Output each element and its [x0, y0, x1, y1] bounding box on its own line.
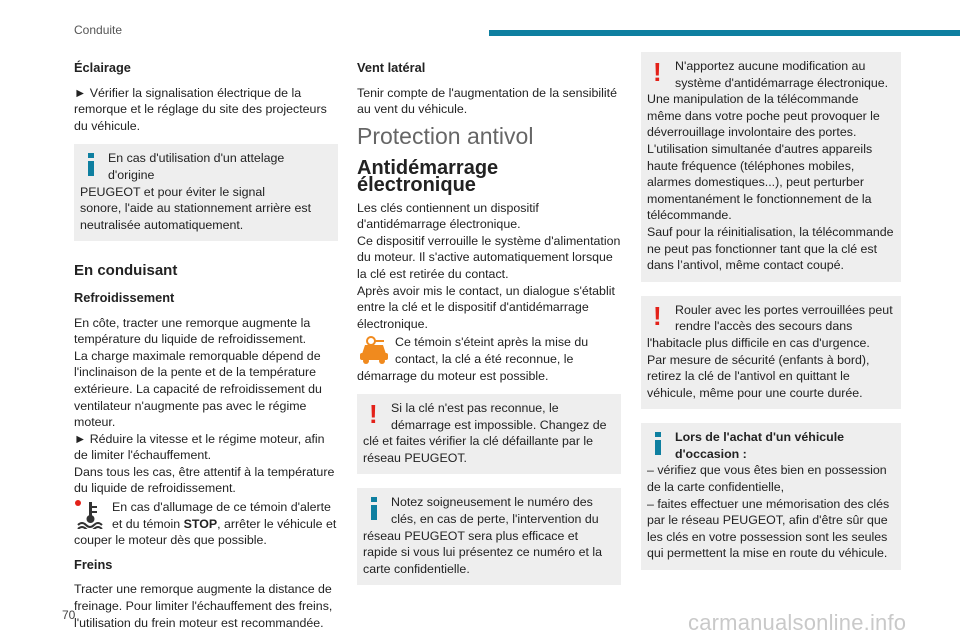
heading-antidemarrage: Antidémarrage électronique — [357, 157, 499, 196]
note-text: L'utilisation simultanée d'autres appareils haute fréquence (téléphones mobiles, alarmes domestiques...), peut perturber momentanément le fonctionnement de la télécommande. — [647, 141, 873, 223]
heading-eclairage: Éclairage — [74, 60, 131, 75]
text-antidemarrage: Ce dispositif verrouille le système d'alimentation du moteur. Il s'active automatiquement lorsque la clé est retirée du contact. — [357, 233, 621, 281]
note-text: N'apportez aucune modification au — [675, 59, 866, 73]
note-text: rendre l'accès des secours dans — [675, 319, 853, 334]
note-text: réseau PEUGEOT sera plus efficace et rapide si vous lui présentez ce numéro et la carte confidentielle. — [363, 528, 602, 576]
text-refroidissement: En côte, tracter une remorque augmente la température du liquide de refroidissement. — [74, 315, 311, 347]
heading-freins: Freins — [74, 556, 113, 572]
note-text: Rouler avec les portes verrouillées peut — [675, 302, 893, 317]
temoin-text: contact, la clé a été reconnue, le — [395, 351, 574, 366]
warning-icon: ! — [653, 300, 662, 331]
info-icon — [80, 150, 108, 180]
note-text: sonore, l'aide au stationnement arrière est neutralisée automatiquement. — [80, 201, 312, 232]
alert-text: , arrêter le véhicule et — [217, 516, 337, 531]
warning-icon: ! — [653, 57, 662, 87]
note-text: l'habitacle plus difficile en cas d'urgence. — [647, 335, 870, 350]
note-text: système d'antidémarrage électronique. — [675, 75, 889, 90]
note-text: clés, en cas de perte, l'intervention du — [391, 512, 599, 527]
immobiliser-key-icon — [357, 334, 391, 364]
heading-vent-lateral: Vent latéral — [357, 60, 426, 75]
text-vent-lateral: Tenir compte de l'augmentation de la sensibilité au vent du véhicule. — [357, 85, 617, 117]
section-title: Conduite — [74, 23, 123, 37]
warning-note-modification — [641, 52, 901, 282]
note-text: Une manipulation de la télécommande même dans votre poche peut provoquer le déverrouillage involontaire des portes. — [647, 92, 880, 140]
text-antidemarrage: Après avoir mis le contact, un dialogue s'établit entre la clé et le dispositif d'antidémarrage électronique. — [357, 283, 615, 331]
header-accent-bar — [489, 30, 960, 36]
alert-text: et du témoin — [112, 516, 184, 531]
heading-en-conduisant: En conduisant — [74, 262, 178, 280]
note-heading: d'occasion : — [675, 446, 747, 461]
note-text: PEUGEOT et pour éviter le signal — [80, 184, 266, 199]
coolant-temperature-warning-icon — [74, 499, 108, 529]
info-note-numero-cles — [357, 488, 621, 585]
text-alert-temperature — [74, 499, 338, 549]
temoin-text: Ce témoin s'éteint après la mise du — [395, 335, 589, 350]
note-text: Par mesure de sécurité (enfants à bord), retirez la clé de l'antivol en quittant le véhicule, même pour une courte durée. — [647, 352, 870, 400]
info-note-occasion — [641, 423, 901, 570]
note-text: Notez soigneusement le numéro des — [391, 495, 593, 510]
temoin-text: démarrage du moteur est possible. — [357, 368, 549, 383]
column-middle — [357, 56, 621, 599]
warning-icon: ! — [369, 399, 378, 430]
text-freins: Tracter une remorque augmente la distance de freinage. Pour limiter l'échauffement des freins, l'utilisation du frein moteur est recommandée. — [74, 582, 333, 630]
info-note-attelage — [74, 144, 338, 241]
note-heading: Lors de l'achat d'un véhicule — [675, 430, 845, 445]
text-refroidissement: Dans tous les cas, être attentif à la température du liquide de refroidissement. — [74, 464, 335, 496]
note-text: Si la clé n'est pas reconnue, le — [391, 401, 559, 416]
note-list-item: – vérifiez que vous êtes bien en possession de la carte confidentielle, — [647, 463, 887, 495]
info-icon — [363, 494, 391, 524]
text-refroidissement: La charge maximale remorquable dépend de l'inclinaison de la pente et de la température extérieure. La capacité de refroidissement du ventilateur n'augmente pas avec le régime moteur. — [74, 348, 322, 430]
column-left — [74, 56, 338, 639]
heading-protection-antivol: Protection antivol — [357, 122, 534, 149]
stop-label: STOP — [183, 516, 218, 531]
alert-text: En cas d'allumage de ce témoin d'alerte — [112, 500, 331, 515]
text-temoin — [357, 334, 621, 384]
column-right — [641, 52, 901, 584]
note-text: Sauf pour la réinitialisation, la télécommande ne peut pas fonctionner tant que la clé est dans l’antivol, même contact coupé. — [647, 224, 894, 273]
warning-note-cle — [357, 394, 621, 474]
note-list-item: – faites effectuer une mémorisation des clés par le réseau PEUGEOT, afin d'être sûr que les clés en votre possession sont les seules qui permettent la mise en route du véhicule. — [647, 496, 890, 561]
page-number: 70 — [62, 608, 76, 622]
info-icon — [647, 429, 675, 459]
heading-refroidissement: Refroidissement — [74, 289, 175, 305]
warning-note-portes-verrouillees — [641, 296, 901, 410]
text-antidemarrage: Les clés contiennent un dispositif d'antidémarrage électronique. — [357, 200, 539, 232]
note-text: En cas d'utilisation d'un attelage d'origine — [108, 151, 285, 182]
watermark: carmanualsonline.info — [688, 610, 907, 635]
text-refroidissement: ► Réduire la vitesse et le régime moteur, afin de limiter l'échauffement. — [74, 431, 325, 463]
alert-text: couper le moteur dès que possible. — [74, 533, 267, 548]
text-eclairage: ► Vérifier la signalisation électrique de la remorque et le réglage du site des projecteurs du véhicule. — [74, 85, 327, 133]
note-text: démarrage est impossible. Changez de — [391, 417, 607, 432]
note-text: clé et faites vérifier la clé défaillante par le réseau PEUGEOT. — [363, 434, 594, 465]
